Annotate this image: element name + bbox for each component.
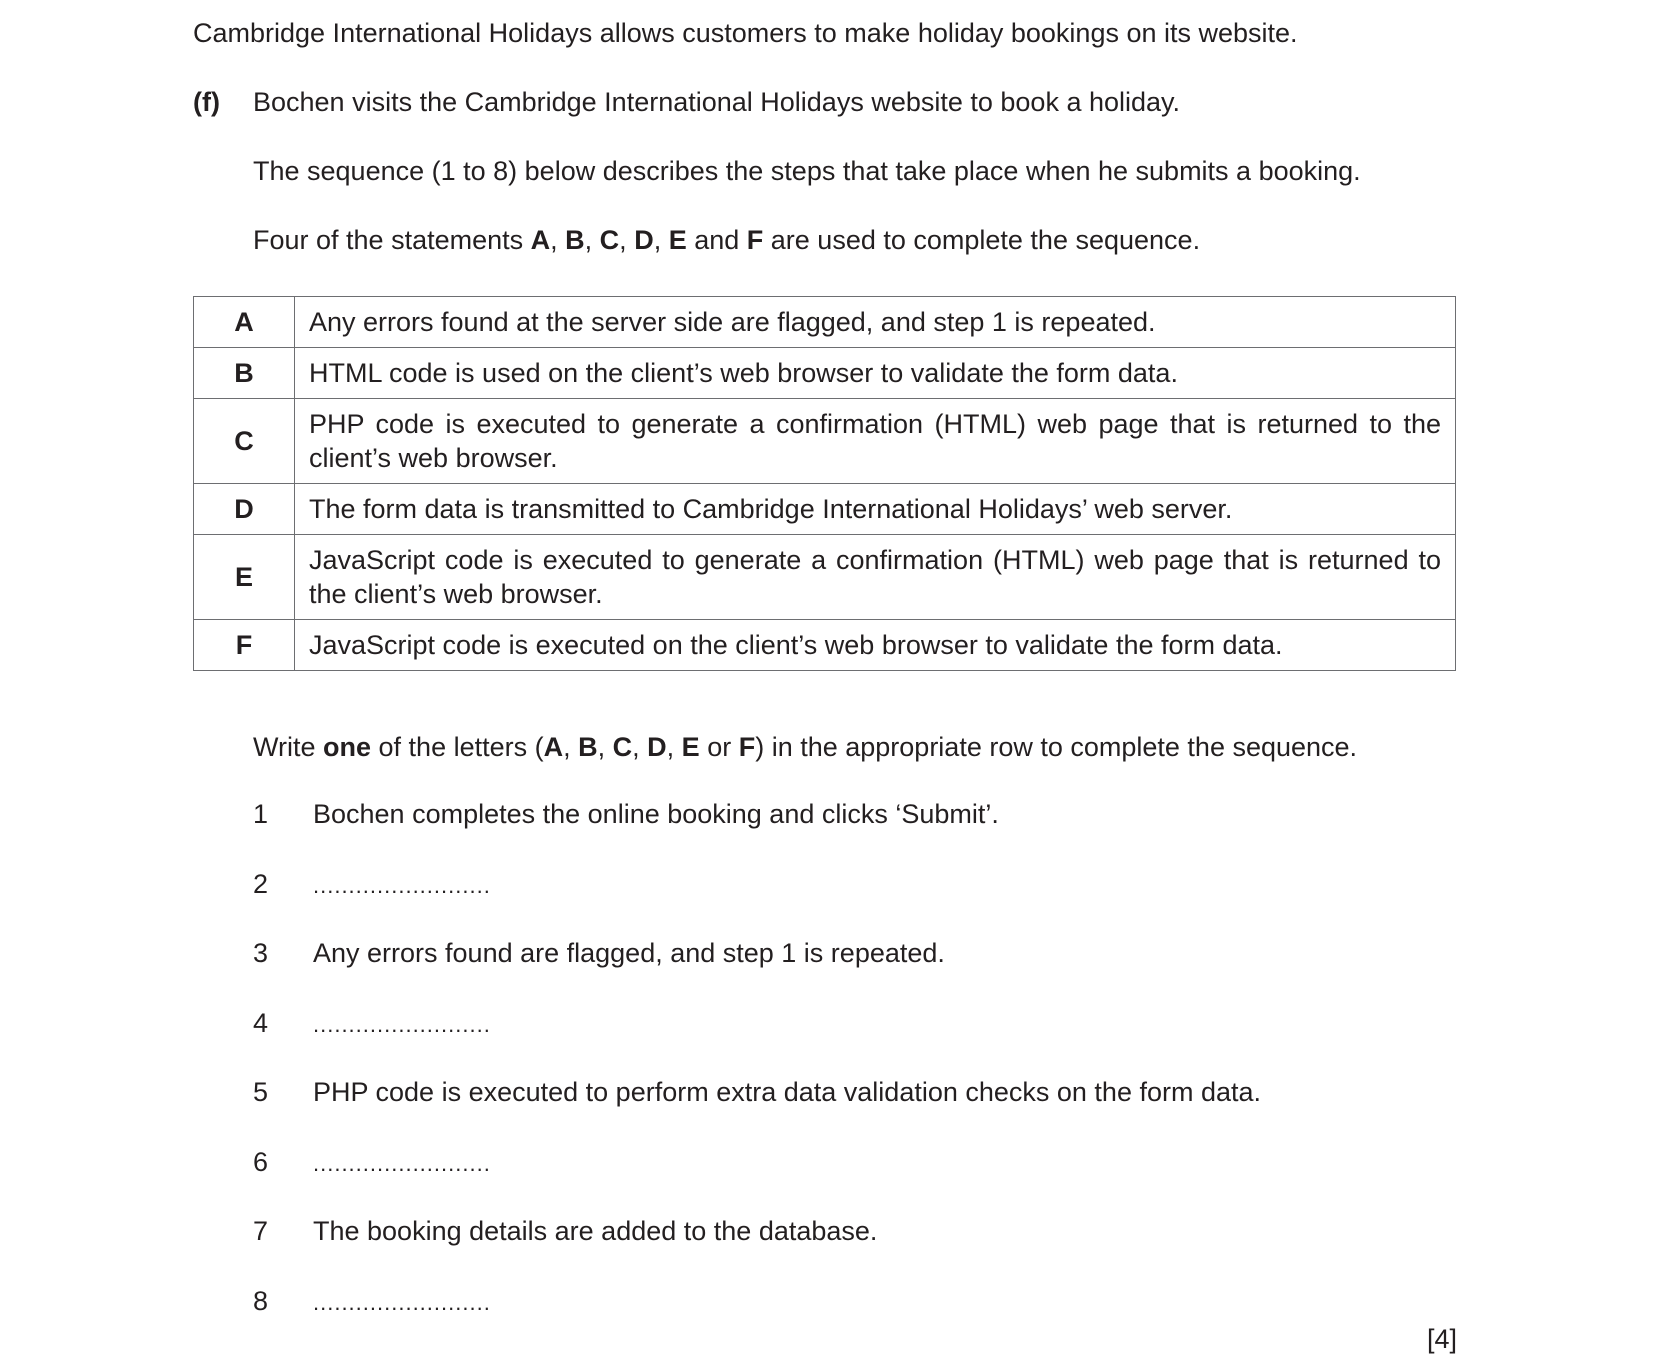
answer-blank[interactable]: ......................... xyxy=(313,872,491,898)
step-number: 5 xyxy=(253,1077,269,1107)
step-number: 2 xyxy=(253,868,269,899)
step-number: 6 xyxy=(253,1146,269,1177)
step-number: 3 xyxy=(253,938,269,968)
statement-text: PHP code is executed to generate a confirmation (HTML) web page that is returned to the client’s web browser. xyxy=(295,399,1456,484)
statement-letter: B xyxy=(194,348,295,399)
step-text: The booking details are added to the database. xyxy=(313,1216,878,1246)
table-row xyxy=(194,399,1456,484)
intro-text: Cambridge International Holidays allows customers to make holiday bookings on its website. xyxy=(193,18,1298,48)
answer-blank[interactable]: ......................... xyxy=(313,1011,491,1037)
statement-letter: E xyxy=(194,535,295,620)
statement-letter: F xyxy=(194,620,295,671)
part-text: Bochen visits the Cambridge International Holidays website to book a holiday. xyxy=(253,87,1181,117)
statement-text: JavaScript code is executed to generate a confirmation (HTML) web page that is returned to the client’s web browser. xyxy=(295,535,1456,620)
step-number: 7 xyxy=(253,1216,269,1246)
statement-text: The form data is transmitted to Cambridge International Holidays’ web server. xyxy=(295,484,1456,535)
statement-letter: C xyxy=(194,399,295,484)
answer-blank[interactable]: ......................... xyxy=(313,1289,491,1315)
step-text: PHP code is executed to perform extra data validation checks on the form data. xyxy=(313,1077,1262,1107)
step-number: 1 xyxy=(253,799,269,829)
marks-label: [4] xyxy=(1426,1324,1457,1354)
statement-letter: D xyxy=(194,484,295,535)
table-row xyxy=(194,620,1456,671)
table-row xyxy=(194,348,1456,399)
part-label: (f) xyxy=(193,87,220,117)
statements-table xyxy=(193,296,1456,671)
answer-blank[interactable]: ......................... xyxy=(313,1150,491,1176)
step-number: 4 xyxy=(253,1007,269,1038)
statement-text: Any errors found at the server side are flagged, and step 1 is repeated. xyxy=(295,297,1456,348)
statements-paragraph: Four of the statements A, B, C, D, E and F are used to complete the sequence. xyxy=(253,225,1201,255)
statement-letter: A xyxy=(194,297,295,348)
statement-text: JavaScript code is executed on the client’s web browser to validate the form data. xyxy=(295,620,1456,671)
step-text: Bochen completes the online booking and clicks ‘Submit’. xyxy=(313,799,999,829)
table-row xyxy=(194,297,1456,348)
statement-text: HTML code is used on the client’s web browser to validate the form data. xyxy=(295,348,1456,399)
table-row xyxy=(194,535,1456,620)
sequence-paragraph: The sequence (1 to 8) below describes the steps that take place when he submits a booking. xyxy=(253,156,1361,186)
instruction-paragraph: Write one of the letters (A, B, C, D, E or F) in the appropriate row to complete the sequence. xyxy=(253,732,1358,762)
step-number: 8 xyxy=(253,1285,269,1316)
table-row xyxy=(194,484,1456,535)
step-text: Any errors found are flagged, and step 1 is repeated. xyxy=(313,938,945,968)
